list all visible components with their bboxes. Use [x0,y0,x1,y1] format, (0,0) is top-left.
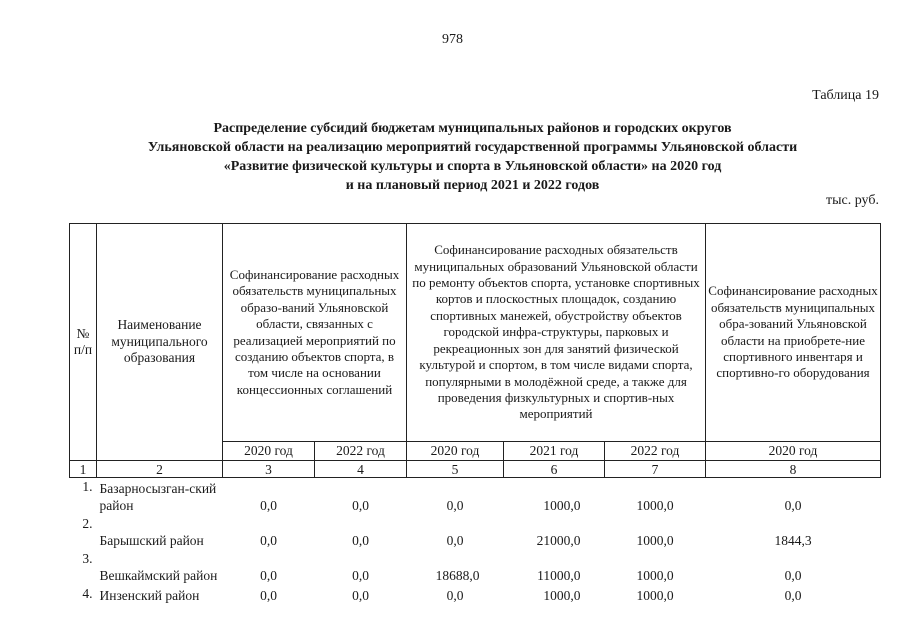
column-index: 8 [706,461,881,478]
row-number: 1. [82,479,93,494]
value-cell: 1000,0 [636,533,674,548]
header-group-equipment: Софинансирование расходных обязательств муниципальных обра-зований Ульяновской области на приобрете-ние спортивного инвентаря и спортивно-го оборудования [706,224,881,442]
row-number: 4. [82,585,93,601]
value-cell: 0,0 [352,498,369,513]
row-number: 3. [82,550,93,566]
column-index: 1 [70,461,97,478]
column-index: 7 [605,461,706,478]
value-cell: 0,0 [260,568,277,583]
table-row [70,478,881,515]
value-cell: 1844,3 [774,533,812,548]
title-line: Ульяновской области на реализацию мероприятий государственной программы Ульяновской области [147,140,798,155]
title-line: и на плановый период 2021 и 2022 годов [345,178,600,193]
column-index: 3 [223,461,315,478]
value-cell: 1000,0 [543,498,581,513]
table-row [70,550,881,585]
column-index: 5 [407,461,504,478]
value-cell: 0,0 [352,588,369,603]
row-number: 2. [82,515,93,531]
header-year: 2022 год [605,442,706,461]
municipality-name: Вешкаймский район [99,568,218,583]
value-cell: 0,0 [260,498,277,513]
value-cell: 1000,0 [636,498,674,513]
value-cell: 0,0 [352,533,369,548]
column-index: 6 [504,461,605,478]
value-cell: 1000,0 [543,588,581,603]
table-row [70,515,881,550]
value-cell: 1000,0 [636,568,674,583]
value-cell: 0,0 [260,533,277,548]
value-cell: 0,0 [784,588,802,603]
municipality-name: Барышский район [99,533,204,548]
header-number: № п/п [70,224,97,461]
title-line: Распределение субсидий бюджетам муниципальных районов и городских округов [213,121,732,136]
municipality-name: Базарносызган-ский район [99,480,217,513]
value-cell: 0,0 [784,498,802,513]
value-cell: 1000,0 [636,588,674,603]
units-label: тыс. руб. [826,193,879,208]
value-cell: 18688,0 [435,568,480,583]
header-year: 2020 год [407,442,504,461]
table-row [70,585,881,605]
municipality-name: Инзенский район [99,588,200,603]
value-cell: 0,0 [260,588,277,603]
header-name: Наименование муниципального образования [97,224,223,461]
column-index: 2 [97,461,223,478]
document-title [60,119,885,195]
header-year: 2020 год [223,442,315,461]
column-index: 4 [315,461,407,478]
subsidy-table [69,223,881,605]
header-year: 2022 год [315,442,407,461]
header-year: 2020 год [706,442,881,461]
header-year: 2021 год [504,442,605,461]
title-line: «Развитие физической культуры и спорта в Ульяновской области» на 2020 год [223,159,722,174]
header-group-construction: Софинансирование расходных обязательств муниципальных образо-ваний Ульяновской области, связанных с реализацией мероприятий по созданию объектов спорта, в том числе на основании концессионных соглашений [223,224,407,442]
header-group-repair: Софинансирование расходных обязательств муниципальных образований Ульяновской области по ремонту объектов спорта, установке спортивных кортов и плоскостных площадок, созданию спортивных манежей, обустройству объектов городской инфра-структуры, парковых и рекреационных зон для занятий физической культурой и спортом, в том числе видами спорта, популярными в молодёжной среде, а также для проведения физкультурных и спортив-ных мероприятий [407,224,706,442]
value-cell: 21000,0 [536,533,581,548]
value-cell: 0,0 [352,568,369,583]
value-cell: 0,0 [446,533,464,548]
value-cell: 11000,0 [537,568,581,583]
value-cell: 0,0 [446,588,464,603]
table-label: Таблица 19 [812,88,879,103]
value-cell: 0,0 [784,568,802,583]
page-number: 978 [442,32,463,47]
value-cell: 0,0 [446,498,464,513]
